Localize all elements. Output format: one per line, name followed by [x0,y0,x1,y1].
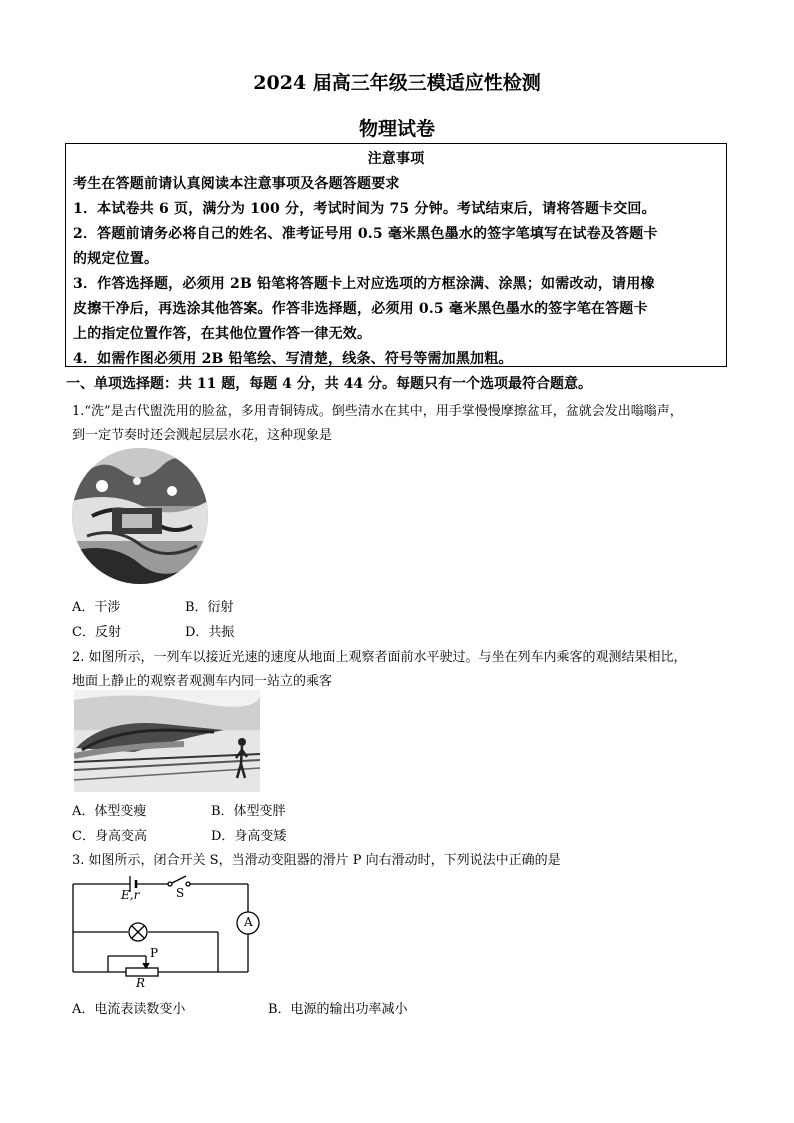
q2-option-d: D．身高变矮 [211,829,287,844]
washbasin-image [72,446,208,586]
q1-option-a: A．干涉 [72,600,121,615]
q2-option-b: B．体型变胖 [211,804,286,819]
q1-option-d: D．共振 [185,625,235,640]
q1-stem-line1: 1.“洗”是古代盥洗用的脸盆，多用青铜铸成。倒些清水在其中，用手掌慢慢摩擦盆耳，盆就会发出嗡嗡声， [72,404,683,419]
exam-title: 2024 届高三年级三模适应性检测 [253,72,541,94]
slider-label: P [150,946,159,960]
q2-stem-line1: 2. 如图所示，一列车以接近光速的速度从地面上观察者面前水平驶过。与坐在列车内乘客的观测结果相比， [72,650,687,665]
rheostat-label: R [136,976,146,990]
battery-label: E,r [121,888,140,902]
exam-subtitle: 物理试卷 [358,118,435,140]
q3-stem: 3. 如图所示，闭合开关 S，当滑动变阻器的滑片 P 向右滑动时，下列说法中正确的是 [72,853,561,868]
notice-line: 4．如需作图必须用 2B 铅笔绘、写清楚，线条、符号等需加黑加粗。 [73,351,513,367]
q1-option-c: C．反射 [72,625,121,640]
notice-heading: 注意事项 [367,151,425,167]
train-image [74,690,260,792]
notice-line: 皮擦干净后，再选涂其他答案。作答非选择题，必须用 0.5 毫米黑色墨水的签字笔在答题卡 [73,301,648,317]
q2-option-c: C．身高变高 [72,829,147,844]
switch-label: S [176,886,185,900]
q1-stem-line2: 到一定节奏时还会溅起层层水花，这种现象是 [72,428,333,443]
q2-stem-line2: 地面上静止的观察者观测车内同一站立的乘客 [72,674,333,689]
q3-option-a: A．电流表读数变小 [72,1002,186,1017]
notice-line: 上的指定位置作答，在其他位置作答一律无效。 [73,326,372,342]
notice-line: 考生在答题前请认真阅读本注意事项及各题答题要求 [73,176,400,192]
notice-line: 的规定位置。 [73,251,159,267]
q1-option-b: B．衍射 [185,600,234,615]
q3-option-b: B．电源的输出功率减小 [268,1002,408,1017]
notice-line: 1．本试卷共 6 页，满分为 100 分，考试时间为 75 分钟。考试结束后，请将答题卡交回。 [73,201,656,217]
section-heading: 一、单项选择题：共 11 题，每题 4 分，共 44 分。每题只有一个选项最符合题意。 [66,376,592,392]
circuit-diagram [68,872,268,992]
q2-option-a: A．体型变瘦 [72,804,147,819]
ammeter-label: A [244,915,253,929]
notice-box [65,143,727,367]
notice-line: 3．作答选择题，必须用 2B 铅笔将答题卡上对应选项的方框涂满、涂黑；如需改动，请用橡 [73,276,655,292]
notice-line: 2．答题前请务必将自己的姓名、准考证号用 0.5 毫米黑色墨水的签字笔填写在试卷及答题卡 [73,226,658,242]
